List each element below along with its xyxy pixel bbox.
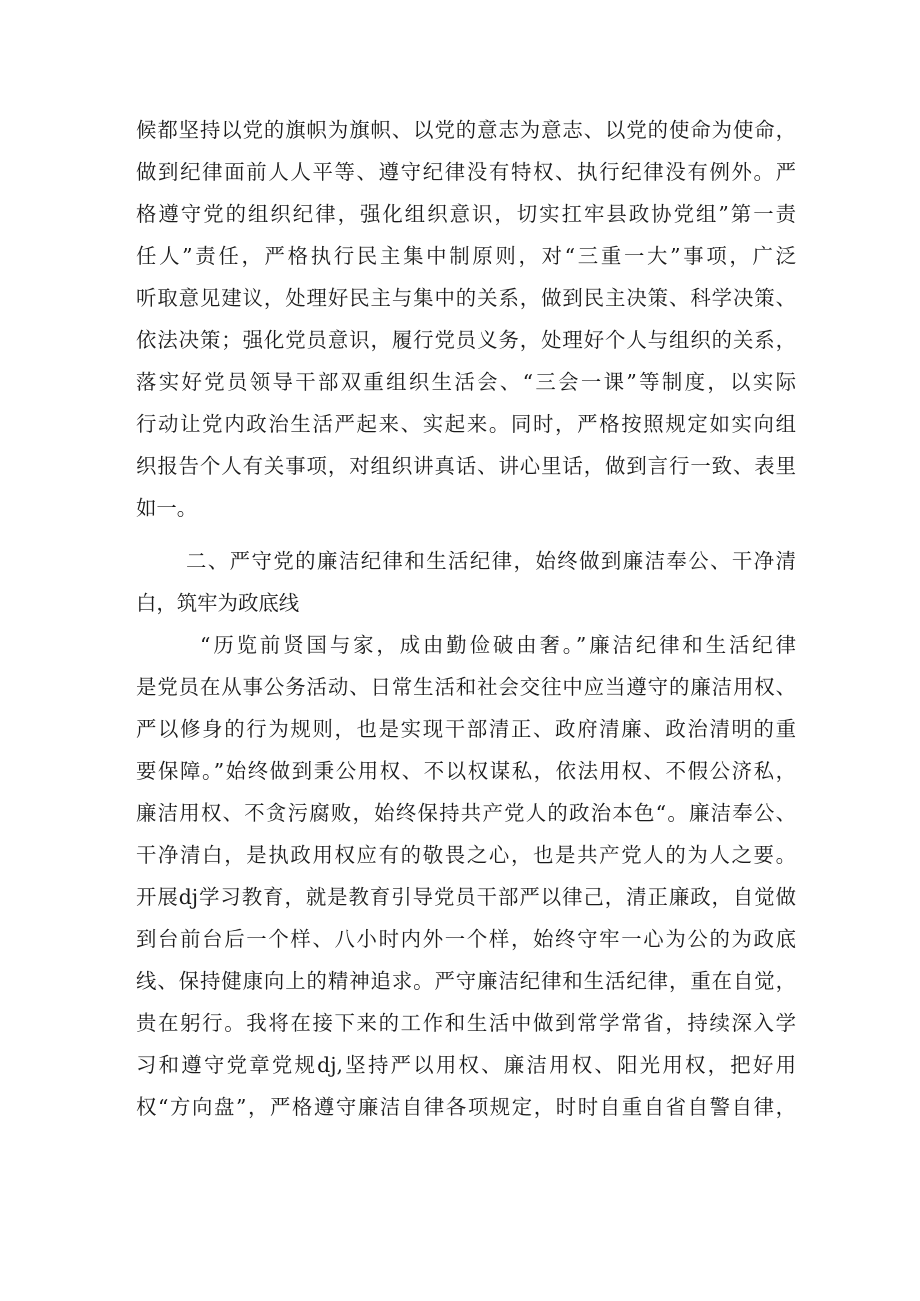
paragraph-line: 做到纪律面前人人平等、遵守纪律没有特权、执行纪律没有例外。严 <box>136 160 796 184</box>
paragraph-line: 开展dj学习教育，就是教育引导党员干部严以律己，清正廉政，自觉做 <box>136 885 796 909</box>
paragraph-line: 格遵守党的组织纪律，强化组织意识，切实扛牢县政协党组”第一责 <box>136 202 796 226</box>
paragraph-line: 落实好党员领导干部双重组织生活会、“三会一课”等制度，以实际 <box>136 370 796 394</box>
paragraph-line: 如一。 <box>136 496 198 520</box>
paragraph-line: 行动让党内政治生活严起来、实起来。同时，严格按照规定如实向组 <box>136 412 796 436</box>
paragraph-line: 干净清白，是执政用权应有的敬畏之心，也是共产党人的为人之要。 <box>136 843 796 867</box>
paragraph-line: 廉洁用权、不贪污腐败，始终保持共产党人的政治本色“。廉洁奉公、 <box>136 801 796 825</box>
paragraph-line: 听取意见建议，处理好民主与集中的关系，做到民主决策、科学决策、 <box>136 286 796 310</box>
paragraph-line: 线、保持健康向上的精神追求。严守廉洁纪律和生活纪律，重在自觉， <box>136 969 796 993</box>
paragraph-line: 到台前台后一个样、八小时内外一个样，始终守牢一心为公的为政底 <box>136 927 796 951</box>
paragraph-line: “历览前贤国与家，成由勤俭破由奢。”廉洁纪律和生活纪律 <box>200 633 796 657</box>
paragraph-line: 任人”责任，严格执行民主集中制原则，对“三重一大”事项，广泛 <box>136 244 796 268</box>
paragraph-line: 要保障。”始终做到秉公用权、不以权谋私，依法用权、不假公济私， <box>136 759 796 783</box>
section-heading: 二、严守党的廉洁纪律和生活纪律，始终做到廉洁奉公、干净清 <box>186 549 796 573</box>
paragraph-line: 习和遵守党章党规dj,坚持严以用权、廉洁用权、阳光用权，把好用 <box>136 1053 796 1077</box>
paragraph-line: 严以修身的行为规则，也是实现干部清正、政府清廉、政治清明的重 <box>136 717 796 741</box>
paragraph-line: 是党员在从事公务活动、日常生活和社会交往中应当遵守的廉洁用权、 <box>136 675 796 699</box>
section-heading-continued: 白，筑牢为政底线 <box>136 591 300 615</box>
paragraph-line: 织报告个人有关事项，对组织讲真话、讲心里话，做到言行一致、表里 <box>136 454 796 478</box>
paragraph-line: 候都坚持以党的旗帜为旗帜、以党的意志为意志、以党的使命为使命， <box>136 118 796 142</box>
paragraph-line: 权“方向盘”，严格遵守廉洁自律各项规定，时时自重自省自警自律， <box>136 1095 796 1119</box>
paragraph-line: 依法决策；强化党员意识，履行党员义务，处理好个人与组织的关系， <box>136 328 796 352</box>
paragraph-line: 贵在躬行。我将在接下来的工作和生活中做到常学常省，持续深入学 <box>136 1011 796 1035</box>
